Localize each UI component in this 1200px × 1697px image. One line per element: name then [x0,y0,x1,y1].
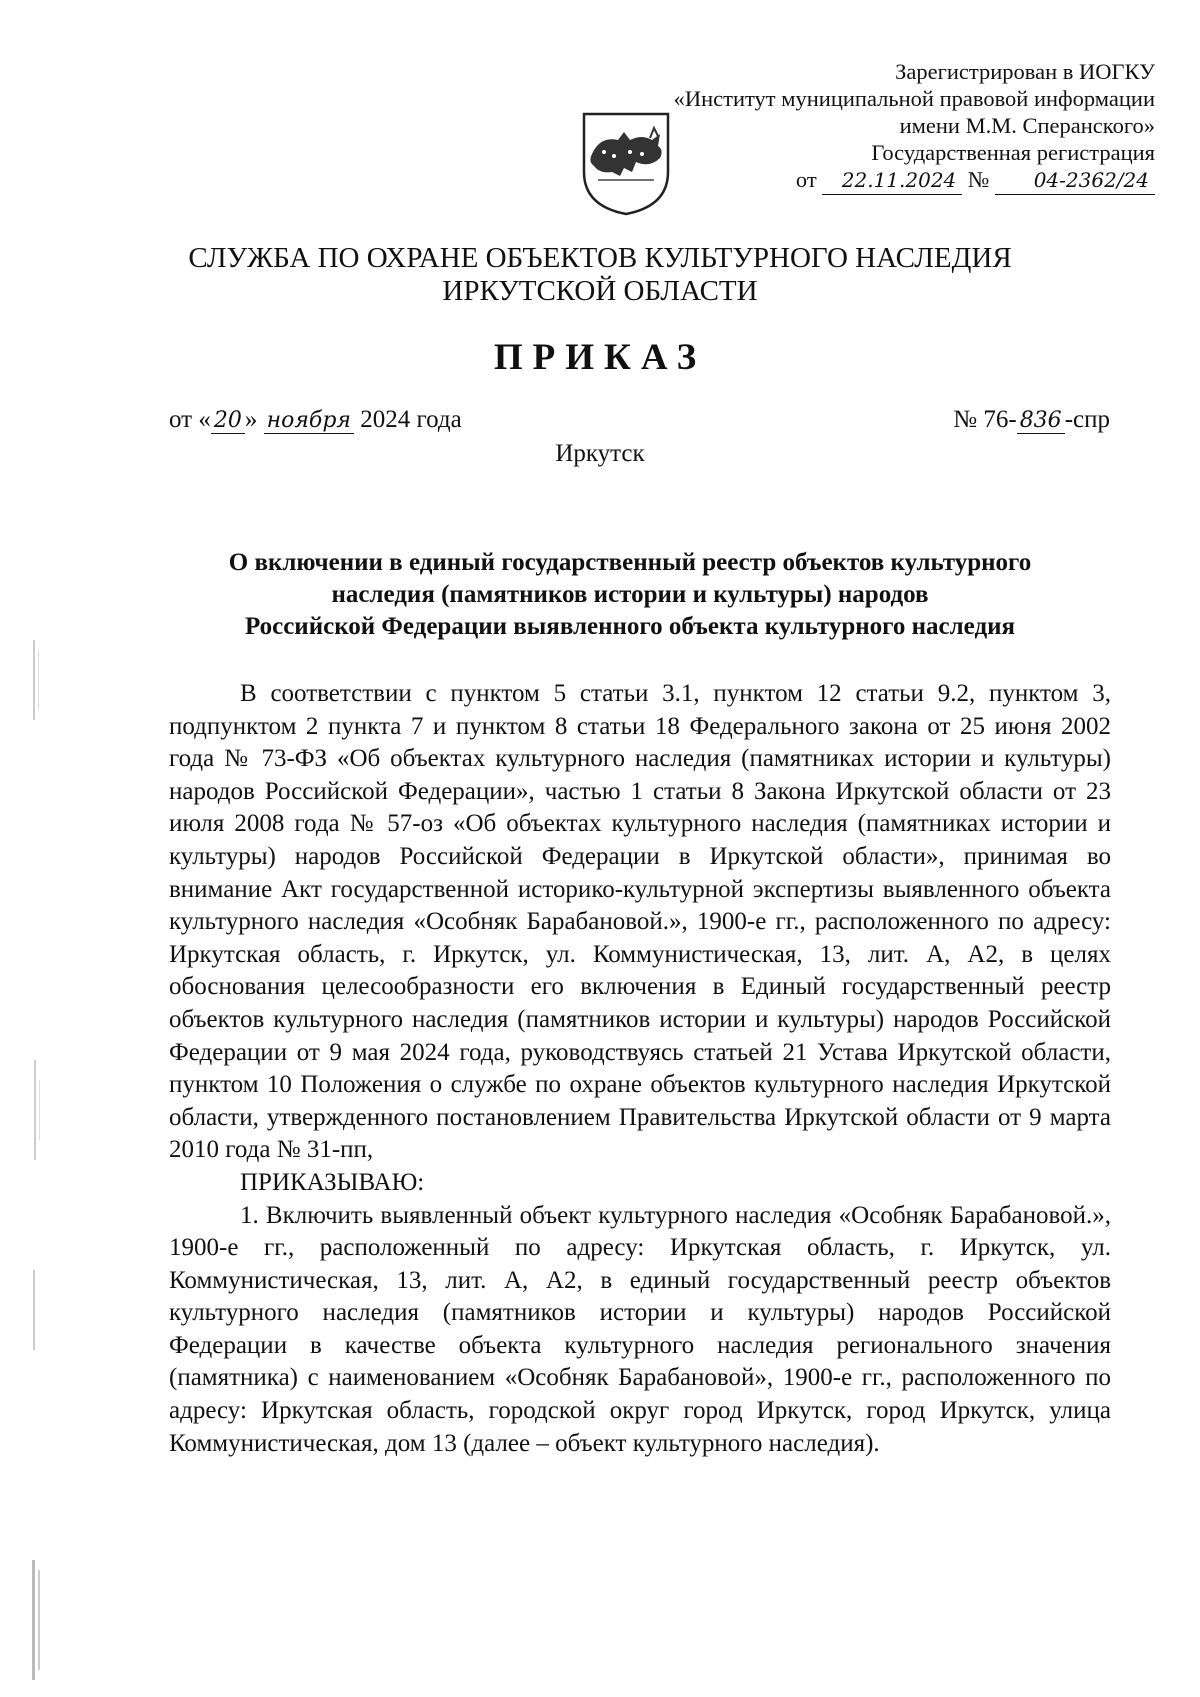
irkutsk-coat-of-arms-icon [580,110,672,218]
agency-name [0,242,1200,308]
order-date-prefix: от « [169,406,211,433]
registration-line-2: «Институт муниципальной правовой информации [673,86,1155,111]
document-title [160,547,1100,643]
command-word: ПРИКАЗЫВАЮ: [240,1168,425,1196]
registration-number-prefix: № [967,167,990,192]
preamble-paragraph: В соответствии с пунктом 5 статьи 3.1, пунктом 12 статьи 9.2, пунктом 3, подпунктом 2 пункта 7 и пунктом 8 статьи 18 Федерального закона от 25 июня 2002 года № 73-ФЗ «Об объектах культурного наследия (памятниках истории и культуры) народов Российской Федерации», частью 1 статьи 8 Закона Иркутской области от 23 июля 2008 года № 57-оз «Об объектах культурного наследия (памятниках истории и культуры) народов Российской Федерации в Иркутской области», принимая во внимание Акт государственной историко-культурной экспертизы выявленного объекта культурного наследия «Особняк Барабановой.», 1900-е гг., расположенного по адресу: Иркутская область, г. Иркутск, ул. Коммунистическая, 13, лит. А, А2, в целях обоснования целесообразности его включения в Единый государственный реестр объектов культурного наследия (памятников истории и культуры) народов Российской Федерации от 9 мая 2024 года, руководствуясь статьей 21 Устава Иркутской области, пунктом 10 Положения о службе по охране объектов культурного наследия Иркутской области, утвержденного постановлением Правительства Иркутской области от 9 марта 2010 года № 31-пп, [169,680,1111,1164]
registration-date-number [674,166,1155,195]
scan-artifact [30,1060,44,1160]
registration-line-4: Государственная регистрация [871,140,1155,165]
registration-date: 22.11.2024 [822,167,962,195]
order-number-suffix: -спр [1064,406,1110,433]
scan-artifact [30,1270,44,1350]
order-month: ноября [264,408,354,434]
registration-number: 04-2362/24 [995,167,1155,195]
order-number [953,406,1110,434]
registration-line-1: Зарегистрирован в ИОГКУ [895,59,1155,84]
agency-line-1: СЛУЖБА ПО ОХРАНЕ ОБЪЕКТОВ КУЛЬТУРНОГО НАСЛЕДИЯ [188,242,1012,274]
scan-artifact [30,1560,44,1680]
order-date-mid: » [244,406,264,433]
order-date [169,406,462,434]
order-number-value: 836 [1017,408,1065,434]
order-date-suffix: 2024 года [354,406,462,433]
registration-line-3: имени М.М. Сперанского» [899,113,1155,138]
document-type: ПРИКАЗ [493,337,707,378]
registration-date-prefix: от [795,167,817,192]
agency-line-2: ИРКУТСКОЙ ОБЛАСТИ [442,275,758,307]
city: Иркутск [555,440,645,467]
title-line-3: Российской Федерации выявленного объекта культурного наследия [244,613,1016,640]
title-line-1: О включении в единый государственный реестр объектов культурного [228,549,1032,576]
item-1-paragraph: 1. Включить выявленный объект культурного наследия «Особняк Барабановой.», 1900-е гг., расположенный по адресу: Иркутская область, г. Иркутск, ул. Коммунистическая, 13, лит. А, А2, в единый государственный реестр объектов культурного наследия (памятников истории и культуры) народов Российской Федерации в качестве объекта культурного наследия регионального значения (памятника) с наименованием «Особняк Барабановой», 1900-е гг., расположенного по адресу: Иркутская область, городской округ город Иркутск, город Иркутск, улица Коммунистическая, дом 13 (далее – объект культурного наследия). [169,1201,1111,1457]
title-line-2: наследия (памятников истории и культуры) народов [331,581,929,608]
order-day: 20 [211,408,245,434]
registration-stamp [674,58,1155,195]
document-body [169,678,1111,1460]
order-number-prefix: № 76- [953,406,1017,433]
scan-artifact [30,640,44,720]
